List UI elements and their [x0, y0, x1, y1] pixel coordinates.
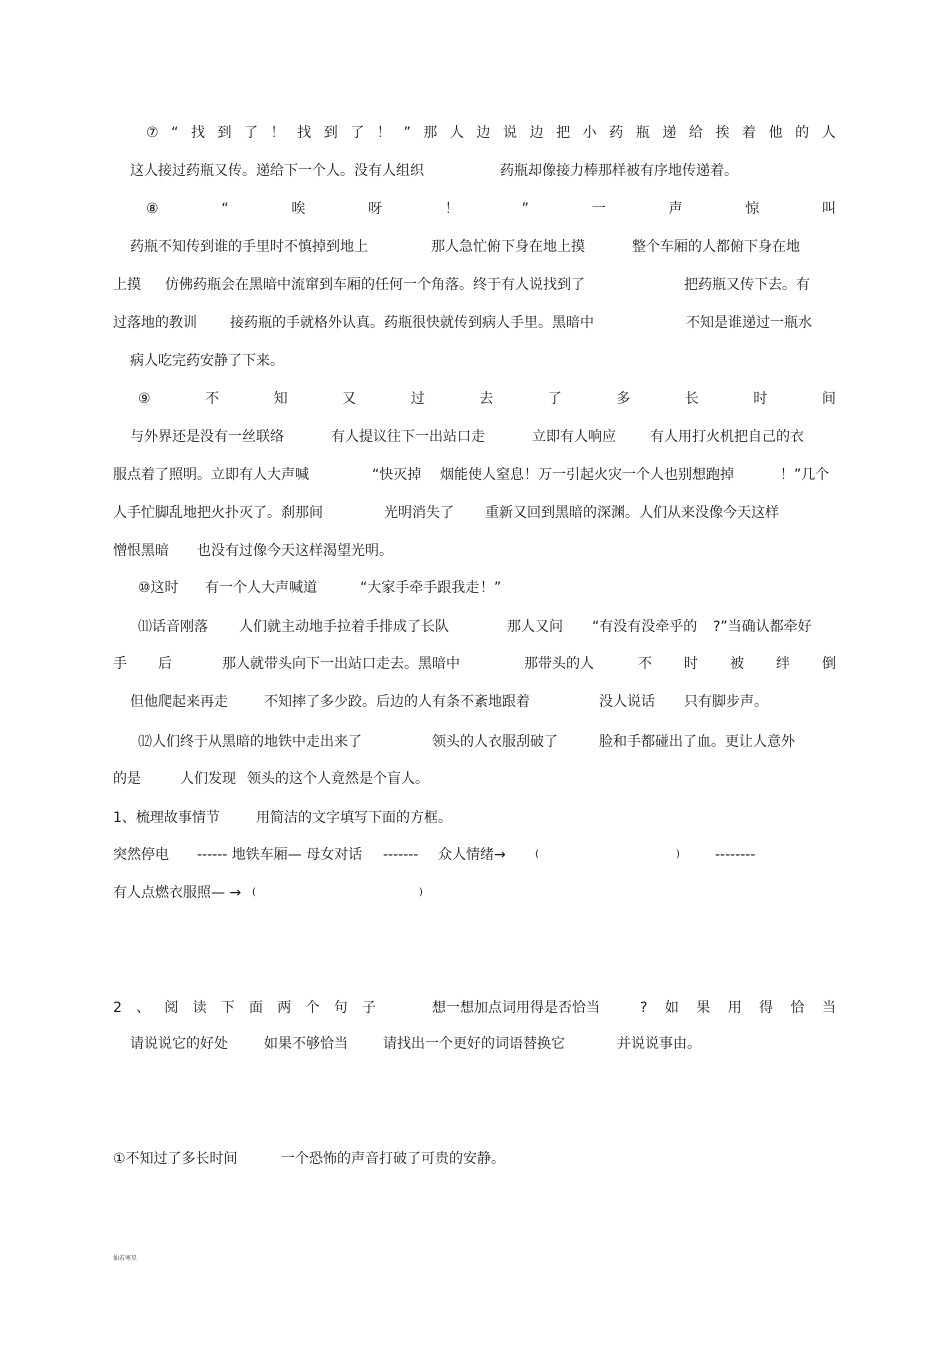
para11-line2-b: 后	[158, 656, 172, 672]
para8-line2-a: 药瓶不知传到谁的手里时不慎掉到地上	[130, 239, 368, 255]
para9-line4-a: 人手忙脚乱地把火扑灭了。刹那间	[113, 505, 323, 521]
char: 到	[217, 125, 232, 141]
char: 个	[305, 1000, 320, 1016]
char: 倒	[822, 656, 836, 672]
char: 到	[323, 125, 338, 141]
char: 的	[795, 125, 810, 141]
para9-line1	[138, 390, 836, 408]
question2-line2-d: 并说说事由。	[617, 1036, 701, 1052]
char: 句	[333, 1000, 348, 1016]
char: 时	[684, 656, 698, 672]
char: 人	[821, 125, 836, 141]
char: 果	[696, 1000, 711, 1016]
char: 不	[205, 391, 220, 407]
para9-line2-b: 有人提议往下一出站口走	[331, 429, 485, 445]
char: 不	[638, 656, 652, 672]
q1-blank2[interactable]	[262, 884, 417, 902]
footer-watermark: 仙若寒星	[113, 1255, 138, 1262]
char: 找	[190, 125, 205, 141]
char: 用	[727, 1000, 742, 1016]
char: 唉	[291, 201, 306, 217]
char: 找	[297, 125, 312, 141]
para11-line3-d: 只有脚步声。	[684, 694, 768, 710]
para-number: ⑦	[146, 125, 159, 141]
q1-row1-d: 众人情绪→	[438, 847, 506, 863]
para8-line4-b: 接药瓶的手就格外认真。药瓶很快就传到病人手里。黑暗中	[230, 315, 594, 331]
question2-line1-mid: 想一想加点词用得是否恰当	[432, 1000, 600, 1016]
para12-line2-c: 领头的这个人竟然是个盲人。	[247, 771, 429, 787]
para8-line3-b: 仿佛药瓶会在黑暗中流窜到车厢的任何一个角落。终于有人说找到了	[165, 277, 585, 293]
char: 惊	[745, 201, 760, 217]
char: 绊	[776, 656, 790, 672]
para8-line2-b: 那人急忙俯下身在地上摸	[431, 239, 585, 255]
para11-line1-a: ⑾话音刚落	[138, 619, 208, 635]
char: 被	[730, 656, 744, 672]
q1-row1-a: 突然停电	[113, 847, 169, 863]
para11-line2-c: 那人就带头向下一出站口走去。黑暗中	[222, 656, 460, 672]
question1-title-b: 用简洁的文字填写下面的方框。	[256, 810, 452, 826]
q1-row2-a: 有人点燃衣服照— →	[113, 885, 242, 901]
para-number: ⑨	[138, 391, 151, 407]
para11-line3-c: 没人说话	[599, 694, 655, 710]
para10-a: ⑩这时	[138, 580, 179, 596]
para11-line1-c: 那人又问	[507, 619, 563, 635]
char: 说	[502, 125, 517, 141]
char: 当	[821, 1000, 836, 1016]
para11-line3-b: 不知摔了多少跤。后边的人有条不紊地跟着	[264, 694, 530, 710]
char: 了	[244, 125, 259, 141]
para8-line3-c: 把药瓶又传下去。有	[684, 277, 810, 293]
q1-row1-open: (	[535, 849, 539, 860]
q1-row2-close: )	[419, 887, 423, 898]
char: ！	[376, 125, 391, 141]
char: 给	[688, 125, 703, 141]
char: 2	[113, 1000, 122, 1016]
para7-line2-a: 这人接过药瓶又传。递给下一个人。没有人组织	[130, 163, 424, 179]
para9-line3-c: 烟能使人窒息！万一引起火灾一个人也别想跑掉	[440, 467, 734, 483]
para9-line2-c: 立即有人响应	[532, 429, 616, 445]
q1-row2-open: (	[252, 887, 256, 898]
para9-line3-b: “快灭掉	[372, 467, 422, 483]
char: 时	[753, 391, 768, 407]
para12-line1-b: 领头的人衣服刮破了	[432, 734, 558, 750]
para10-b: 有一个人大声喊道	[205, 580, 317, 596]
char: 一	[591, 201, 606, 217]
char: 间	[821, 391, 836, 407]
char: 挨	[715, 125, 730, 141]
para12-line1-c: 脸和手都碰出了血。更让人意外	[599, 734, 795, 750]
q1-row1-c: -------	[383, 847, 419, 863]
char: 瓶	[635, 125, 650, 141]
para7-line2-b: 药瓶却像接力棒那样被有序地传递着。	[500, 163, 738, 179]
para8-line4-a: 过落地的教训	[113, 315, 197, 331]
q1-row1-b: ------ 地铁车厢— 母女对话	[197, 847, 363, 863]
char: 多	[616, 391, 631, 407]
para12-line2-a: 的是	[113, 771, 141, 787]
para8-line1	[146, 200, 836, 218]
para9-line3-a: 服点着了照明。立即有人大声喊	[113, 467, 309, 483]
char: 那	[423, 125, 438, 141]
char: ！	[444, 201, 459, 217]
para12-line2-b: 人们发现	[180, 771, 236, 787]
char: 声	[668, 201, 683, 217]
para9-line4-b: 光明消失了	[384, 505, 454, 521]
char: 长	[684, 391, 699, 407]
char: 边	[529, 125, 544, 141]
char: “	[221, 201, 229, 217]
sentence1-a: ①不知过了多长时间	[113, 1151, 238, 1167]
para8-line5: 病人吃完药安静了下来。	[130, 353, 284, 369]
char: 读	[192, 1000, 207, 1016]
char: 呀	[368, 201, 383, 217]
char: 了	[547, 391, 562, 407]
char: 下	[220, 1000, 235, 1016]
para12-line1-a: ⑿人们终于从黑暗的地铁中走出来了	[138, 734, 362, 750]
char: 了	[350, 125, 365, 141]
para10-d: ！”	[480, 580, 502, 596]
para9-line5-a: 憎恨黑暗	[113, 543, 169, 559]
para11-line1-b: 人们就主动地手拉着手排成了长队	[239, 619, 449, 635]
para9-line2-d: 有人用打火机把自己的衣	[650, 429, 804, 445]
char: 小	[582, 125, 597, 141]
para9-line2-a: 与外界还是没有一丝联络	[130, 429, 284, 445]
char: 知	[273, 391, 288, 407]
para11-line1-d: “有没有没牵乎的	[592, 619, 698, 635]
char: 得	[759, 1000, 774, 1016]
char: 叫	[821, 201, 836, 217]
char: 阅	[164, 1000, 179, 1016]
para9-line3-d: ！”几个	[780, 467, 830, 483]
para11-line2-right	[638, 655, 836, 673]
para8-line4-c: 不知是谁递过一瓶水	[686, 315, 812, 331]
para11-line3-a: 但他爬起来再走	[130, 694, 228, 710]
char: 恰	[790, 1000, 805, 1016]
question1-title-a: 1、梳理故事情节	[113, 810, 220, 826]
char: 递	[662, 125, 677, 141]
question2-line1-right	[640, 999, 836, 1017]
char: 、	[136, 1000, 151, 1016]
para9-line4-c: 重新又回到黑暗的深渊。人们从来没像今天这样	[485, 505, 779, 521]
char: 药	[609, 125, 624, 141]
char: 又	[342, 391, 357, 407]
char: 去	[479, 391, 494, 407]
char: ！	[270, 125, 285, 141]
para11-line1-e: ?”当确认都牵好	[713, 619, 812, 635]
para7-line1	[146, 124, 836, 142]
char: ?	[640, 1000, 648, 1016]
question2-line2-b: 如果不够恰当	[264, 1036, 348, 1052]
char: ”	[521, 201, 529, 217]
char: “	[171, 125, 179, 141]
para11-line2-a: 手	[113, 656, 127, 672]
question2-line2-c: 请找出一个更好的词语替换它	[383, 1036, 565, 1052]
char: 过	[410, 391, 425, 407]
para-number: ⑧	[146, 201, 159, 217]
char: 着	[742, 125, 757, 141]
q1-row1-close: )	[676, 849, 680, 860]
char: 他	[768, 125, 783, 141]
char: ”	[403, 125, 411, 141]
para9-line5-b: 也没有过像今天这样渴望光明。	[197, 543, 393, 559]
para8-line2-c: 整个车厢的人都俯下身在地	[632, 239, 800, 255]
q1-blank1[interactable]	[545, 846, 673, 864]
char: 人	[449, 125, 464, 141]
para8-line3-a: 上摸	[113, 277, 141, 293]
sentence1-b: 一个恐怖的声音打破了可贵的安静。	[281, 1151, 505, 1167]
char: 把	[556, 125, 571, 141]
question2-line1-left	[113, 999, 376, 1017]
para11-line2-d: 那带头的人	[524, 656, 594, 672]
char: 边	[476, 125, 491, 141]
para10-c: “大家手牵手跟我走	[360, 580, 480, 596]
char: 子	[361, 1000, 376, 1016]
question2-line2-a: 请说说它的好处	[130, 1036, 228, 1052]
char: 面	[249, 1000, 264, 1016]
q1-row1-e: --------	[715, 847, 756, 863]
char: 如	[664, 1000, 679, 1016]
char: 两	[277, 1000, 292, 1016]
